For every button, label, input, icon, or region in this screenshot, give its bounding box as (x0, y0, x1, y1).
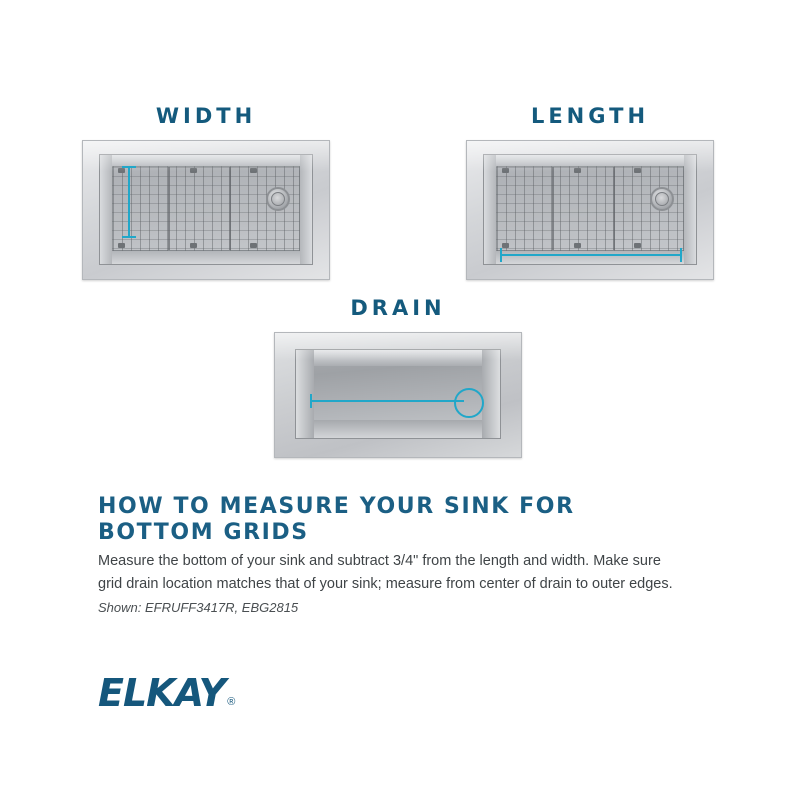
sink-diagram-width (82, 140, 330, 280)
grid-foot (502, 243, 509, 248)
basin-wall-left (100, 155, 112, 264)
panel-length (466, 104, 714, 280)
basin-wall-left (484, 155, 496, 264)
panel-width (82, 104, 330, 280)
sink-basin (483, 154, 697, 265)
panel-length-label: LENGTH (530, 104, 650, 128)
basin-wall-bottom (100, 251, 312, 264)
basin-wall-top (296, 350, 500, 366)
basin-wall-bottom (484, 251, 696, 264)
grid-foot (634, 168, 641, 173)
length-measure-cap-right (680, 248, 682, 262)
grid-foot (634, 243, 641, 248)
width-measure-cap-bottom (122, 236, 136, 238)
drain-measure-cap-left (310, 394, 312, 408)
sink-body (466, 140, 714, 280)
sink-basin (99, 154, 313, 265)
grid-foot (574, 168, 581, 173)
grid-divider (613, 167, 615, 250)
panel-drain-label: DRAIN (350, 296, 446, 320)
drain-icon (650, 187, 674, 211)
sink-body (82, 140, 330, 280)
width-measure-cap-top (122, 166, 136, 168)
basin-wall-top (484, 155, 696, 166)
sink-diagram-length (466, 140, 714, 280)
grid-foot (250, 243, 257, 248)
grid-foot (118, 243, 125, 248)
grid-divider (229, 167, 231, 250)
page-title: HOW TO MEASURE YOUR SINK FOR BOTTOM GRIDS (98, 494, 575, 545)
basin-wall-right (482, 350, 500, 438)
grid-foot (250, 168, 257, 173)
length-measure-cap-left (500, 248, 502, 262)
basin-wall-top (100, 155, 312, 166)
length-measure-line (500, 254, 682, 256)
basin-wall-right (300, 155, 312, 264)
grid-foot (118, 168, 125, 173)
registered-trademark-icon: ® (227, 696, 236, 708)
panel-width-label: WIDTH (155, 104, 257, 128)
basin-wall-right (684, 155, 696, 264)
elkay-logo-text: ELKAY (98, 671, 226, 715)
shown-models-text: Shown: EFRUFF3417R, EBG2815 (98, 600, 299, 615)
grid-foot (502, 168, 509, 173)
drain-icon (266, 187, 290, 211)
grid-divider (168, 167, 170, 250)
grid-divider (552, 167, 554, 250)
grid-foot (190, 168, 197, 173)
drain-measure-circle (454, 388, 484, 418)
drain-measure-line (310, 400, 464, 402)
instructions-text: Measure the bottom of your sink and subtract 3/4" from the length and width. Make sure grid drain location matches that of your sink; measure from center of drain to outer edges. (98, 553, 673, 592)
elkay-logo (98, 671, 236, 715)
basin-wall-bottom (296, 420, 500, 438)
width-measure-line (128, 166, 130, 236)
panel-drain (274, 296, 522, 458)
grid-foot (190, 243, 197, 248)
sink-diagram-drain (274, 332, 522, 458)
grid-foot (574, 243, 581, 248)
